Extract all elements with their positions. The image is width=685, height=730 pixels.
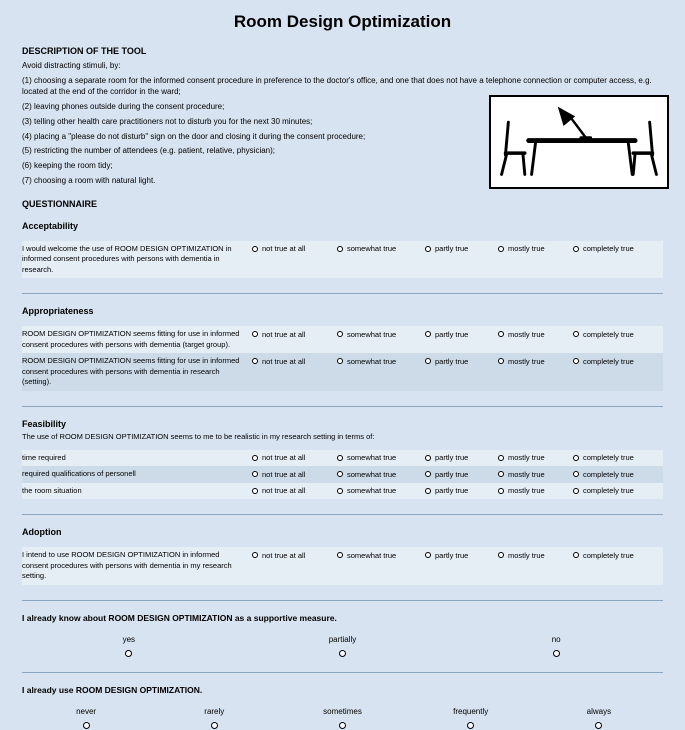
scale-option xyxy=(252,486,337,496)
radio-button[interactable] xyxy=(573,246,579,252)
scale-option-label: mostly true xyxy=(508,469,545,479)
scale-option-label: somewhat true xyxy=(347,356,397,366)
scale-option-label: completely true xyxy=(583,550,634,560)
scale-option-label: somewhat true xyxy=(347,469,397,479)
choice-option-label: never xyxy=(76,706,97,716)
scale-option xyxy=(425,550,498,560)
radio-button[interactable] xyxy=(498,455,504,461)
radio-button[interactable] xyxy=(573,488,579,494)
choice-option-label: no xyxy=(551,634,561,644)
radio-button[interactable] xyxy=(425,471,431,477)
description-item: (4) placing a "please do not disturb" sign on the door and closing it during the consent procedure; xyxy=(22,131,366,141)
radio-button[interactable] xyxy=(337,331,343,337)
scale-option xyxy=(573,329,663,339)
question-text: I would welcome the use of ROOM DESIGN OPTIMIZATION in informed consent procedures with persons with dementia in research. xyxy=(22,243,232,274)
scale-option xyxy=(425,486,498,496)
scale-option xyxy=(252,469,337,479)
section-subtitle: The use of ROOM DESIGN OPTIMIZATION seems to me to be realistic in my research setting in terms of: xyxy=(22,431,375,441)
choice-option xyxy=(449,635,663,657)
radio-button[interactable] xyxy=(252,488,258,494)
radio-button[interactable] xyxy=(425,246,431,252)
choice-option-label: rarely xyxy=(204,706,225,716)
scale-option xyxy=(252,329,337,339)
scale-option xyxy=(498,244,573,254)
question-row xyxy=(22,241,663,279)
question-row xyxy=(22,450,663,467)
section-feasibility xyxy=(22,419,663,499)
desk-lamp-chairs-icon xyxy=(491,97,667,187)
scale-option xyxy=(425,453,498,463)
scale-option xyxy=(573,356,663,366)
scale-option xyxy=(498,453,573,463)
choice-option xyxy=(278,707,406,729)
usage-statement: I already use ROOM DESIGN OPTIMIZATION. xyxy=(22,684,203,695)
choice-option-label: sometimes xyxy=(323,706,362,716)
question-text: time required xyxy=(22,452,66,462)
radio-button[interactable] xyxy=(337,455,343,461)
description-heading: DESCRIPTION OF THE TOOL xyxy=(22,46,147,56)
section-divider xyxy=(22,406,663,407)
radio-button[interactable] xyxy=(252,552,258,558)
scale-option-label: completely true xyxy=(583,244,634,254)
scale-option-label: not true at all xyxy=(262,244,306,254)
scale-option xyxy=(337,469,425,479)
scale-option xyxy=(573,453,663,463)
question-row xyxy=(22,483,663,500)
scale-option-label: mostly true xyxy=(508,453,545,463)
scale-option-label: completely true xyxy=(583,329,634,339)
radio-button[interactable] xyxy=(83,722,90,729)
choice-option xyxy=(22,707,150,729)
radio-button[interactable] xyxy=(573,331,579,337)
scale-option-label: partly true xyxy=(435,469,469,479)
usage-options xyxy=(22,707,663,729)
radio-button[interactable] xyxy=(252,471,258,477)
scale-option xyxy=(498,550,573,560)
scale-option-label: partly true xyxy=(435,356,469,366)
radio-button[interactable] xyxy=(337,471,343,477)
choice-option-label: yes xyxy=(122,634,136,644)
scale-option-label: completely true xyxy=(583,453,634,463)
choice-option xyxy=(150,707,278,729)
scale-option-label: mostly true xyxy=(508,329,545,339)
question-rows xyxy=(22,326,663,391)
questionnaire-heading: QUESTIONNAIRE xyxy=(22,198,98,209)
scale-option-label: mostly true xyxy=(508,244,545,254)
section-divider xyxy=(22,672,663,673)
usage-section xyxy=(22,685,663,729)
scale-option xyxy=(337,453,425,463)
question-row xyxy=(22,466,663,483)
scale-option xyxy=(498,486,573,496)
description-item: (1) choosing a separate room for the informed consent procedure in preference to the doctor's office, and one that does not have a telephone connection or computer access, e.g. located at the end of the corridor in the ward; xyxy=(22,76,652,97)
radio-button[interactable] xyxy=(498,246,504,252)
scale-options xyxy=(252,356,663,366)
radio-button[interactable] xyxy=(425,358,431,364)
scale-option xyxy=(498,469,573,479)
scale-option-label: completely true xyxy=(583,469,634,479)
choice-option-label: always xyxy=(586,706,612,716)
radio-button[interactable] xyxy=(573,358,579,364)
scale-option xyxy=(252,356,337,366)
radio-button[interactable] xyxy=(498,488,504,494)
question-text: I intend to use ROOM DESIGN OPTIMIZATION in informed consent procedures with persons with dementia in my research setting. xyxy=(22,550,232,581)
radio-button[interactable] xyxy=(498,331,504,337)
scale-option-label: not true at all xyxy=(262,486,306,496)
radio-button[interactable] xyxy=(252,246,258,252)
scale-option-label: somewhat true xyxy=(347,486,397,496)
section-title: Appropriateness xyxy=(22,306,94,317)
radio-button[interactable] xyxy=(498,358,504,364)
scale-option xyxy=(337,550,425,560)
radio-button[interactable] xyxy=(425,488,431,494)
radio-button[interactable] xyxy=(573,455,579,461)
question-rows xyxy=(22,450,663,500)
scale-option-label: completely true xyxy=(583,356,634,366)
choice-option xyxy=(407,707,535,729)
scale-option xyxy=(498,329,573,339)
section-title: Feasibility xyxy=(22,418,67,429)
knowledge-statement: I already know about ROOM DESIGN OPTIMIZATION as a supportive measure. xyxy=(22,612,337,623)
question-row xyxy=(22,326,663,353)
scale-options xyxy=(252,244,663,254)
question-row xyxy=(22,547,663,585)
question-text: the room situation xyxy=(22,485,82,495)
scale-option-label: not true at all xyxy=(262,453,306,463)
scale-option xyxy=(337,244,425,254)
radio-button[interactable] xyxy=(595,722,602,729)
scale-option xyxy=(573,550,663,560)
radio-button[interactable] xyxy=(425,552,431,558)
scale-option-label: partly true xyxy=(435,486,469,496)
section-adoption xyxy=(22,527,663,585)
question-text: ROOM DESIGN OPTIMIZATION seems fitting for use in informed consent procedures with persons with dementia (target group). xyxy=(22,329,240,349)
description-item: (2) leaving phones outside during the consent procedure; xyxy=(22,101,225,111)
radio-button[interactable] xyxy=(339,650,346,657)
radio-button[interactable] xyxy=(211,722,218,729)
section-title: Acceptability xyxy=(22,220,79,231)
choice-option xyxy=(22,635,236,657)
radio-button[interactable] xyxy=(425,331,431,337)
knowledge-section xyxy=(22,613,663,657)
scale-option-label: mostly true xyxy=(508,356,545,366)
scale-option xyxy=(498,356,573,366)
scale-option-label: somewhat true xyxy=(347,550,397,560)
scale-option-label: somewhat true xyxy=(347,329,397,339)
radio-button[interactable] xyxy=(337,246,343,252)
description-intro: Avoid distracting stimuli, by: xyxy=(22,61,121,70)
radio-button[interactable] xyxy=(498,552,504,558)
scale-option xyxy=(337,356,425,366)
radio-button[interactable] xyxy=(125,650,132,657)
scale-option-label: somewhat true xyxy=(347,453,397,463)
scale-option-label: partly true xyxy=(435,453,469,463)
scale-options xyxy=(252,469,663,479)
scale-option xyxy=(252,244,337,254)
radio-button[interactable] xyxy=(337,488,343,494)
radio-button[interactable] xyxy=(337,552,343,558)
description-item: (3) telling other health care practitioners not to disturb you for the next 30 minutes; xyxy=(22,116,313,126)
scale-option xyxy=(573,469,663,479)
radio-button[interactable] xyxy=(252,455,258,461)
scale-option-label: mostly true xyxy=(508,486,545,496)
scale-option xyxy=(573,244,663,254)
scale-options xyxy=(252,486,663,496)
scale-options xyxy=(252,453,663,463)
question-rows xyxy=(22,547,663,585)
section-appropriateness xyxy=(22,306,663,391)
section-acceptability xyxy=(22,221,663,279)
scale-option xyxy=(425,356,498,366)
section-title: Adoption xyxy=(22,527,62,538)
scale-options xyxy=(252,329,663,339)
question-text: ROOM DESIGN OPTIMIZATION seems fitting for use in informed consent procedures with persons with dementia in research (setting). xyxy=(22,356,240,387)
scale-option-label: not true at all xyxy=(262,469,306,479)
radio-button[interactable] xyxy=(425,455,431,461)
scale-option-label: completely true xyxy=(583,486,634,496)
radio-button[interactable] xyxy=(252,331,258,337)
page-title: Room Design Optimization xyxy=(233,12,452,31)
scale-option xyxy=(425,244,498,254)
section-divider xyxy=(22,600,663,601)
choice-option xyxy=(535,707,663,729)
radio-button[interactable] xyxy=(573,471,579,477)
scale-option-label: not true at all xyxy=(262,550,306,560)
description-item: (7) choosing a room with natural light. xyxy=(22,175,156,185)
scale-option-label: partly true xyxy=(435,329,469,339)
room-illustration xyxy=(489,95,669,189)
scale-option-label: somewhat true xyxy=(347,244,397,254)
scale-option xyxy=(573,486,663,496)
section-divider xyxy=(22,293,663,294)
choice-option-label: partially xyxy=(328,634,357,644)
description-item: (6) keeping the room tidy; xyxy=(22,161,113,171)
radio-button[interactable] xyxy=(573,552,579,558)
knowledge-options xyxy=(22,635,663,657)
question-row xyxy=(22,353,663,391)
scale-option xyxy=(337,486,425,496)
question-rows xyxy=(22,241,663,279)
scale-option-label: partly true xyxy=(435,244,469,254)
description-item: (5) restricting the number of attendees (e.g. patient, relative, physician); xyxy=(22,146,276,156)
choice-option xyxy=(236,635,450,657)
scale-option-label: not true at all xyxy=(262,329,306,339)
scale-options xyxy=(252,550,663,560)
radio-button[interactable] xyxy=(553,650,560,657)
radio-button[interactable] xyxy=(252,358,258,364)
scale-option xyxy=(425,469,498,479)
radio-button[interactable] xyxy=(498,471,504,477)
scale-option xyxy=(337,329,425,339)
choice-option-label: frequently xyxy=(453,706,489,716)
scale-option xyxy=(252,453,337,463)
question-text: required qualifications of personell xyxy=(22,469,136,479)
scale-option xyxy=(425,329,498,339)
section-divider xyxy=(22,514,663,515)
scale-option-label: mostly true xyxy=(508,550,545,560)
scale-option xyxy=(252,550,337,560)
scale-option-label: not true at all xyxy=(262,356,306,366)
radio-button[interactable] xyxy=(339,722,346,729)
radio-button[interactable] xyxy=(467,722,474,729)
scale-option-label: partly true xyxy=(435,550,469,560)
radio-button[interactable] xyxy=(337,358,343,364)
